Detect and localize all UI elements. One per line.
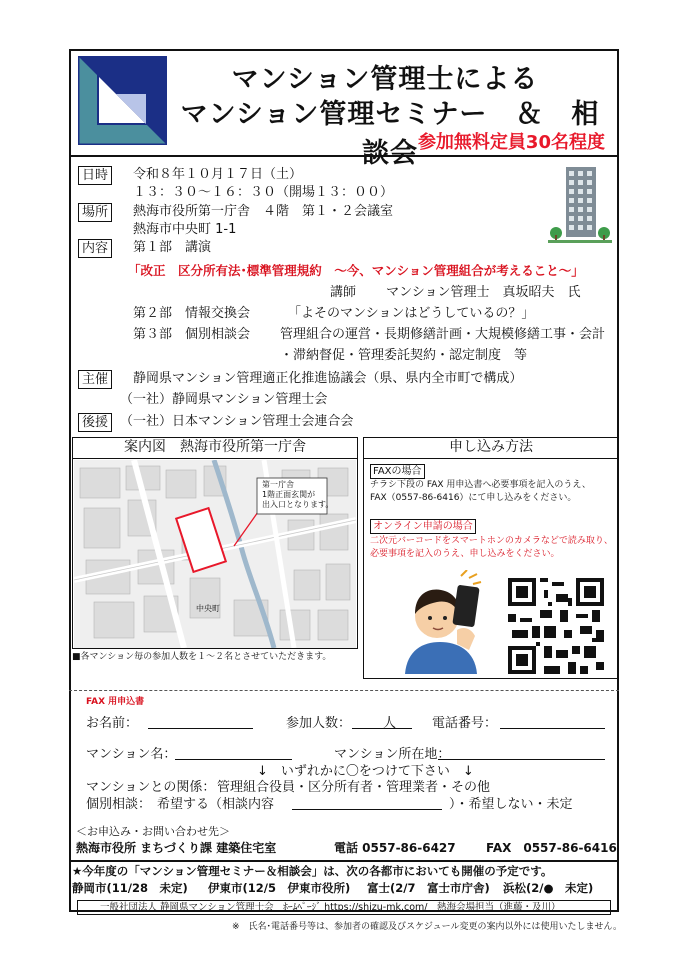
part1-label: 第１部 講演 — [133, 240, 212, 255]
part2-label: 第２部 情報交換会 — [133, 306, 251, 321]
place-address: 熱海市中央町 1-1 — [133, 222, 237, 237]
consult-yes-option[interactable]: 希望する（相談内容 — [157, 797, 275, 812]
host-value-2: （一社）静岡県マンション管理士会 — [120, 392, 328, 407]
map-image — [74, 460, 356, 648]
consult-label: 個別相談： — [86, 797, 152, 812]
schedule-city-2: 伊東市(12/5 伊東市役所) — [208, 881, 351, 895]
support-label: 後援 — [78, 413, 112, 432]
support-value: （一社）日本マンション管理士会連合会 — [120, 414, 354, 429]
name-label: お名前： — [86, 716, 139, 731]
mansion-label: マンション名： — [86, 747, 177, 762]
privacy-note: ※ 氏名･電話番号等は、参加者の確認及びスケジュール変更の案内以外には使用いたしません。 — [232, 922, 623, 932]
online-label: オンライン申請の場合 — [370, 519, 476, 534]
consult-content-field[interactable] — [292, 809, 442, 810]
date-label: 日時 — [78, 166, 112, 185]
person-smartphone-illustration — [395, 570, 495, 674]
part2-value: 「よそのマンションはどうしているの？」 — [288, 306, 535, 321]
online-text-1: 二次元バーコードをスマートホンのカメラなどで読み取り、 — [370, 536, 613, 546]
consult-no-option[interactable]: ）・希望しない・未定 — [449, 797, 573, 812]
schedule-city-3: 富士(2/7 富士市庁舎) — [367, 881, 490, 895]
date-value: 令和８年１０月１７日（土） — [133, 167, 303, 182]
map-callout-3: 出入口となります。 — [262, 500, 334, 509]
place-value: 熱海市役所第一庁舎 ４階 第１・２会議室 — [133, 204, 394, 219]
apply-heading: 申し込み方法 — [363, 437, 619, 459]
location-label: マンション所在地： — [334, 747, 451, 762]
lecturer: 講師 マンション管理士 真坂昭夫 氏 — [330, 285, 581, 300]
part3-value-1: 管理組合の運営・長期修繕計画・大規模修繕工事・会計 — [280, 327, 606, 342]
mansion-field[interactable] — [175, 759, 292, 760]
part3-label: 第３部 個別相談会 — [133, 327, 251, 342]
contact-org: 熱海市役所 まちづくり課 建築住宅室 — [76, 841, 277, 855]
host-value: 静岡県マンション管理適正化推進協議会（県、県内全市町で構成） — [133, 371, 523, 386]
cut-line — [69, 690, 619, 691]
count-unit: 人 — [383, 716, 397, 731]
part3-value-2: ・滞納督促・管理委託契約・認定制度 等 — [280, 348, 528, 363]
lecture-title: 「改正 区分所有法･標準管理規約 〜今、マンション管理組合が考えること〜」 — [128, 263, 584, 278]
count-label: 参加人数： — [286, 716, 352, 731]
org-info: 一般社団法人 静岡県マンション管理士会 ﾎｰﾑﾍﾟｰｼﾞ https://shizu-mk.com/ 熱海会場担当（進藤・及川） — [100, 902, 561, 913]
relation-label: マンションとの関係： — [86, 780, 216, 795]
schedule-city-1: 静岡市(11/28 未定) — [72, 881, 188, 895]
host-label: 主催 — [78, 370, 112, 389]
title-line-2: マンション管理セミナー ＆ 相談会 — [180, 99, 600, 169]
subtitle-free-capacity: 参加無料定員30名程度 — [417, 132, 605, 153]
count-field[interactable] — [352, 728, 412, 729]
time-value: １３：３０〜１６：３０（開場１３：００） — [133, 185, 394, 200]
map-station-label: 中央町 — [196, 604, 220, 613]
phone-label: 電話番号： — [432, 716, 498, 731]
contact-heading: ＜お申込み・お問い合わせ先＞ — [76, 825, 230, 838]
name-field[interactable] — [148, 728, 253, 729]
fax-text-1: チラシ下段の FAX 用申込書へ必要事項を記入のうえ、 — [370, 480, 591, 490]
location-field[interactable] — [438, 759, 605, 760]
map-heading: 案内図 熱海市役所第一庁舎 — [72, 437, 358, 459]
schedule-city-4: 浜松(2/● 未定) — [503, 881, 594, 895]
building-illustration — [548, 165, 612, 245]
title-line-1: マンション管理士による — [231, 64, 539, 95]
fax-text-2: FAX（0557-86-6416）にて申し込みをください。 — [370, 493, 577, 503]
phone-field[interactable] — [500, 728, 605, 729]
qr-code[interactable] — [508, 578, 604, 674]
fax-label: FAXの場合 — [370, 464, 425, 479]
online-text-2: 必要事項を記入のうえ、申し込みをください。 — [370, 549, 560, 559]
relation-options[interactable]: 管理組合役員・区分所有者・管理業者・その他 — [217, 780, 491, 795]
attendance-note: ■各マンション毎の参加人数を１〜２名とさせていただきます。 — [72, 652, 332, 662]
map-callout-1: 第一庁舎 — [262, 480, 294, 489]
place-label: 場所 — [78, 203, 112, 222]
logo — [78, 56, 167, 145]
fax-form-label: FAX 用申込書 — [86, 697, 145, 707]
schedule-intro: ★今年度の「マンション管理セミナー＆相談会」は、次の各都市においても開催の予定です。 — [72, 864, 553, 878]
contact-phone: 電話 0557-86-6427 — [334, 841, 456, 855]
contact-fax: FAX 0557-86-6416 — [486, 841, 617, 855]
content-label: 内容 — [78, 239, 112, 258]
circle-instruction: ↓ いずれかに〇をつけて下さい ↓ — [257, 764, 474, 779]
map-callout-2: 1階正面玄関が — [262, 490, 316, 499]
